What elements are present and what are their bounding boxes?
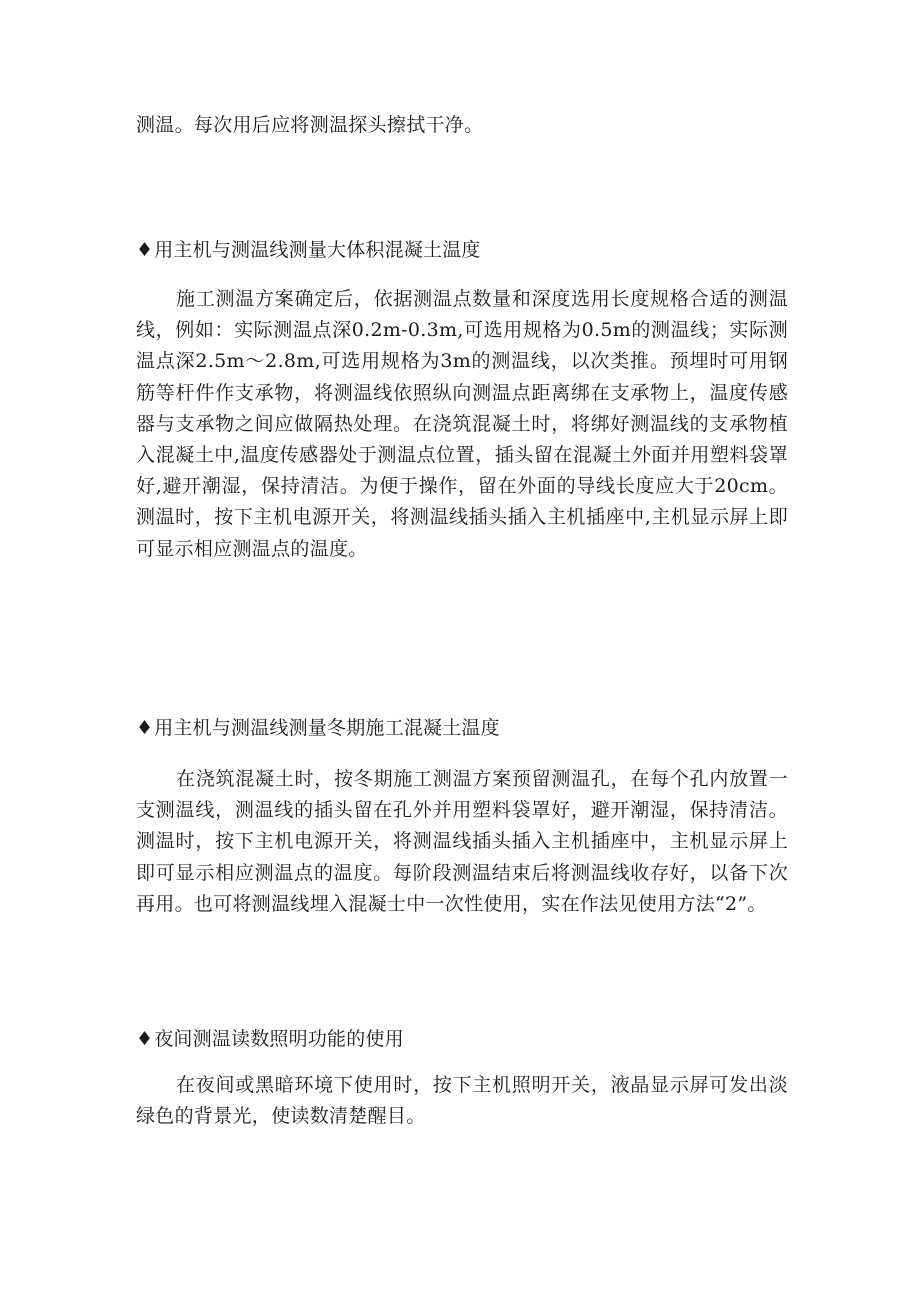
paragraph-night-lighting: 在夜间或黑暗环境下使用时，按下主机照明开关，液晶显示屏可发出淡绿色的背景光，使读数清楚醒目。: [136, 1074, 788, 1128]
diamond-bullet-icon: ♦: [136, 1028, 154, 1050]
section-heading-night-lighting: [136, 1025, 788, 1053]
section-heading-mass-concrete: [136, 236, 788, 264]
section-heading-text: 用主机与测温线测量冬期施工混凝土温度: [154, 717, 500, 739]
section-heading-text: 夜间测温读数照明功能的使用: [154, 1028, 404, 1050]
diamond-bullet-icon: ♦: [136, 239, 154, 261]
section-heading-winter-concrete: [136, 714, 788, 742]
paragraph-mass-concrete: 施工测温方案确定后，依据测温点数量和深度选用长度规格合适的测温线，例如：实际测温点深0.2m-0.3m,可选用规格为0.5m的测温线；实际测温点深2.5m～2.8m,可选用规格为3m的测温线，以次类推。预埋时可用钢筋等杆件作支承物，将测温线依照纵向测温点距离绑在支承物上，温度传感器与支承物之间应做隔热处理。在浇筑混凝土时，将绑好测温线的支承物植入混凝土中,温度传感器处于测温点位置，插头留在混凝土外面并用塑料袋罩好,避开潮湿，保持清洁。为便于操作，留在外面的导线长度应大于20cm。测温时，按下主机电源开关，将测温线插头插入主机插座中,主机显示屏上即可显示相应测温点的温度。: [136, 288, 788, 560]
paragraph-winter-concrete: 在浇筑混凝土时，按冬期施工测温方案预留测温孔，在每个孔内放置一支测温线，测温线的插头留在孔外并用塑料袋罩好，避开潮湿，保持清洁。测温时，按下主机电源开关，将测温线插头插入主机插座中，主机显示屏上即可显示相应测温点的温度。每阶段测温结束后将测温线收存好，以备下次再用。也可将测温线埋入混凝士中一次性使用，实在作法见使用方法“2”。: [136, 768, 788, 915]
diamond-bullet-icon: ♦: [136, 717, 154, 739]
section-heading-text: 用主机与测温线测量大体积混凝土温度: [154, 239, 481, 261]
paragraph-top: 测温。每次用后应将测温探头擦拭干净。: [136, 114, 484, 136]
